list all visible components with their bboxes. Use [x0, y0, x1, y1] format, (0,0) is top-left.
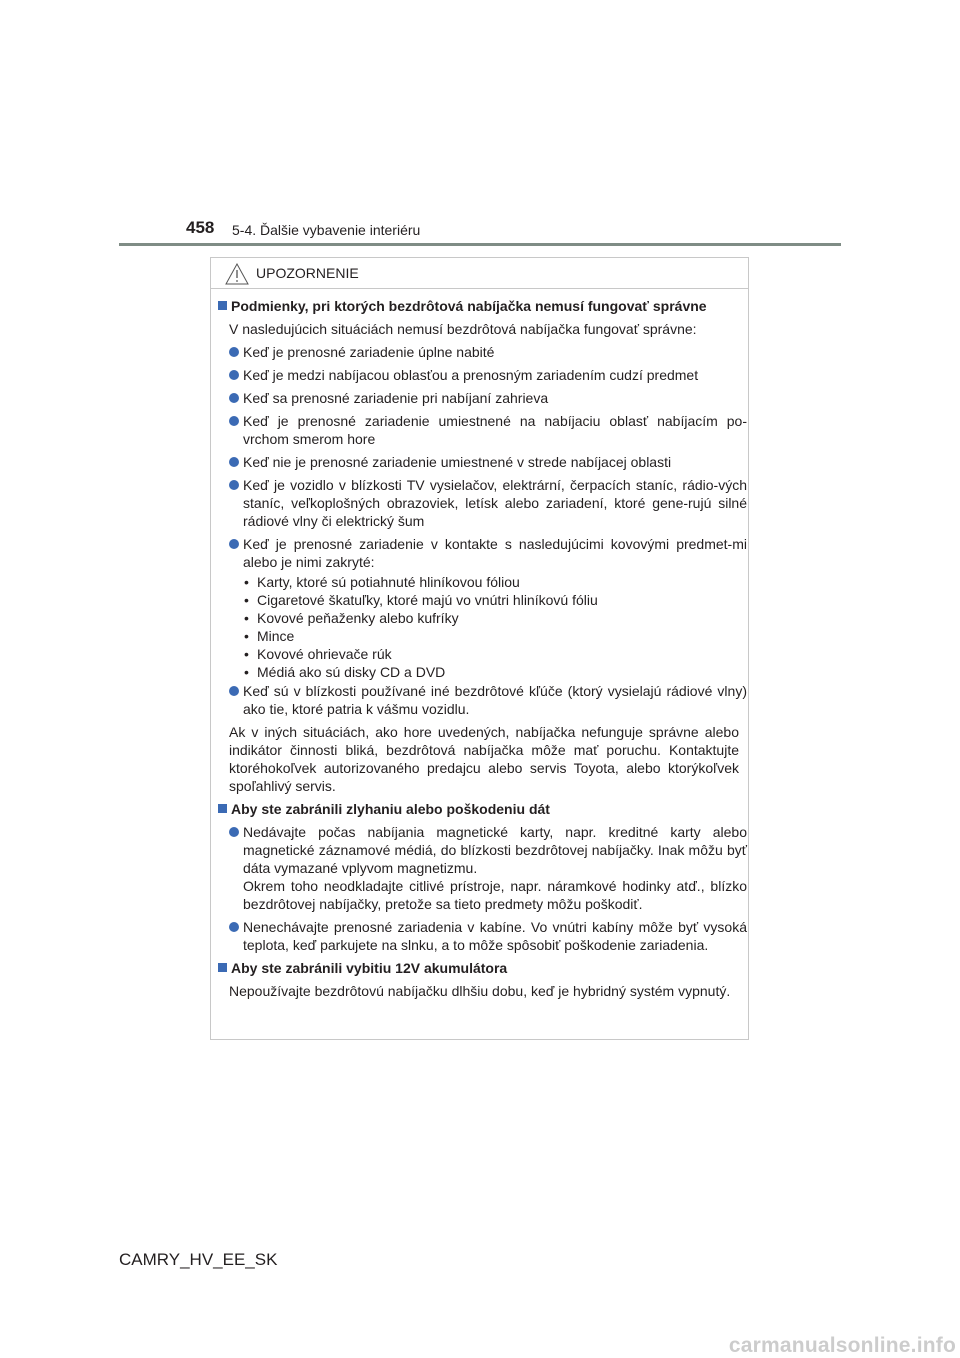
list-item — [217, 823, 747, 913]
list-item — [217, 343, 747, 361]
circle-bullet-icon — [229, 922, 239, 932]
sub-list-item — [243, 663, 747, 681]
list-item-text: Keď je medzi nabíjacou oblasťou a prenosným zariadením cudzí predmet — [243, 367, 699, 383]
warning-label: UPOZORNENIE — [256, 265, 359, 281]
square-bullet-icon — [218, 804, 227, 813]
list-item-text: Keď sa prenosné zariadenie pri nabíjaní zahrieva — [243, 390, 549, 406]
list-item — [217, 412, 747, 448]
dot-bullet-icon: • — [244, 610, 249, 626]
circle-bullet-icon — [229, 416, 239, 426]
dot-bullet-icon: • — [244, 592, 249, 608]
circle-bullet-icon — [229, 827, 239, 837]
sub-list-item-text: Médiá ako sú disky CD a DVD — [257, 664, 446, 680]
circle-bullet-icon — [229, 539, 239, 549]
sub-list-item — [243, 573, 747, 591]
section-title: 5-4. Ďalšie vybavenie interiéru — [232, 222, 421, 238]
section-heading — [217, 800, 747, 818]
section-heading-text: Podmienky, pri ktorých bezdrôtová nabíjačka nemusí fungovať správne — [231, 298, 707, 314]
circle-bullet-icon — [229, 457, 239, 467]
page-number: 458 — [186, 218, 215, 237]
list-item-text: Keď je prenosné zariadenie umiestnené na nabíjaciu oblasť nabíjacím po-vrchom smerom hore — [243, 413, 747, 447]
list-item-text: Keď je vozidlo v blízkosti TV vysielačov, elektrární, čerpacích staníc, rádio-vých staníc, veľkoplošných obrazoviek, letísk alebo zariadení, ktoré gene-rujú silné rádiové vlny či elektrický šum — [243, 477, 747, 529]
sub-list-item-text: Karty, ktoré sú potiahnuté hliníkovou fóliou — [257, 574, 520, 590]
list-item — [217, 918, 747, 954]
paragraph: V nasledujúcich situáciách nemusí bezdrôtová nabíjačka fungovať správne: — [229, 321, 697, 337]
list-item — [217, 366, 747, 384]
header-rule — [119, 243, 841, 246]
list-item — [217, 476, 747, 530]
sub-list-item — [243, 591, 747, 609]
dot-bullet-icon: • — [244, 574, 249, 590]
square-bullet-icon — [218, 301, 227, 310]
section-heading-text: Aby ste zabránili zlyhaniu alebo poškodeniu dát — [231, 801, 550, 817]
list-item-text: Keď je prenosné zariadenie v kontakte s nasledujúcimi kovovými predmet-mi alebo je nimi zakryté: — [243, 536, 747, 570]
list-item-text: Keď sú v blízkosti používané iné bezdrôtové kľúče (ktorý vysielajú rádiové vlny) ako tie, ktoré patria k vášmu vozidlu. — [243, 683, 747, 717]
document-code: CAMRY_HV_EE_SK — [119, 1250, 278, 1269]
section-heading — [217, 297, 747, 315]
list-item — [217, 389, 747, 407]
sub-list-item-text: Cigaretové škatuľky, ktoré majú vo vnútri hliníkovú fóliu — [257, 592, 598, 608]
sub-list-item-text: Mince — [257, 628, 295, 644]
dot-bullet-icon: • — [244, 628, 249, 644]
warning-box — [210, 257, 749, 1040]
circle-bullet-icon — [229, 393, 239, 403]
paragraph: Ak v iných situáciách, ako hore uvedených, nabíjačka nefunguje správne alebo indikátor činnosti bliká, bezdrôtová nabíjačka môže mať poruchu. Kontaktujte ktoréhokoľvek autorizovaného predajcu alebo servis Toyota, alebo ktorýkoľvek spoľahlivý servis. — [229, 724, 739, 794]
circle-bullet-icon — [229, 347, 239, 357]
circle-bullet-icon — [229, 686, 239, 696]
sub-list-item-text: Kovové peňaženky alebo kufríky — [257, 610, 459, 626]
warning-header — [211, 258, 748, 289]
paragraph: Nepoužívajte bezdrôtovú nabíjačku dlhšiu dobu, keď je hybridný systém vypnutý. — [229, 983, 731, 999]
sub-list-item — [243, 609, 747, 627]
list-item-text: Nedávajte počas nabíjania magnetické karty, napr. kreditné karty alebo magnetické záznamové médiá, do blízkosti bezdrôtovej nabíjačky. Inak môžu byť dáta vymazané vplyvom magnetizmu. — [243, 824, 747, 876]
watermark: carmanualsonline.info — [728, 1334, 956, 1357]
dot-bullet-icon: • — [244, 646, 249, 662]
circle-bullet-icon — [229, 480, 239, 490]
circle-bullet-icon — [229, 370, 239, 380]
list-item — [217, 453, 747, 471]
square-bullet-icon — [218, 963, 227, 972]
sub-list — [217, 573, 747, 681]
list-item — [217, 682, 747, 718]
list-item-text: Okrem toho neodkladajte citlivé prístroje, napr. náramkové hodinky atď., blízko bezdrôtovej nabíjačky, pretože sa tieto predmety môžu poškodiť. — [243, 878, 747, 912]
dot-bullet-icon: • — [244, 664, 249, 680]
list-item-text: Keď je prenosné zariadenie úplne nabité — [243, 344, 495, 360]
section-heading-text: Aby ste zabránili vybitiu 12V akumulátora — [231, 960, 508, 976]
list-item — [217, 535, 747, 571]
list-item-text: Keď nie je prenosné zariadenie umiestnené v strede nabíjacej oblasti — [243, 454, 672, 470]
section-heading — [217, 959, 747, 977]
sub-list-item — [243, 627, 747, 645]
warning-triangle-icon — [225, 263, 249, 285]
sub-list-item — [243, 645, 747, 663]
warning-content — [217, 297, 747, 1005]
sub-list-item-text: Kovové ohrievače rúk — [257, 646, 392, 662]
list-item-text: Nenechávajte prenosné zariadenia v kabíne. Vo vnútri kabíny môže byť vysoká teplota, keď parkujete na slnku, a to môže spôsobiť poškodenie zariadenia. — [243, 919, 747, 953]
